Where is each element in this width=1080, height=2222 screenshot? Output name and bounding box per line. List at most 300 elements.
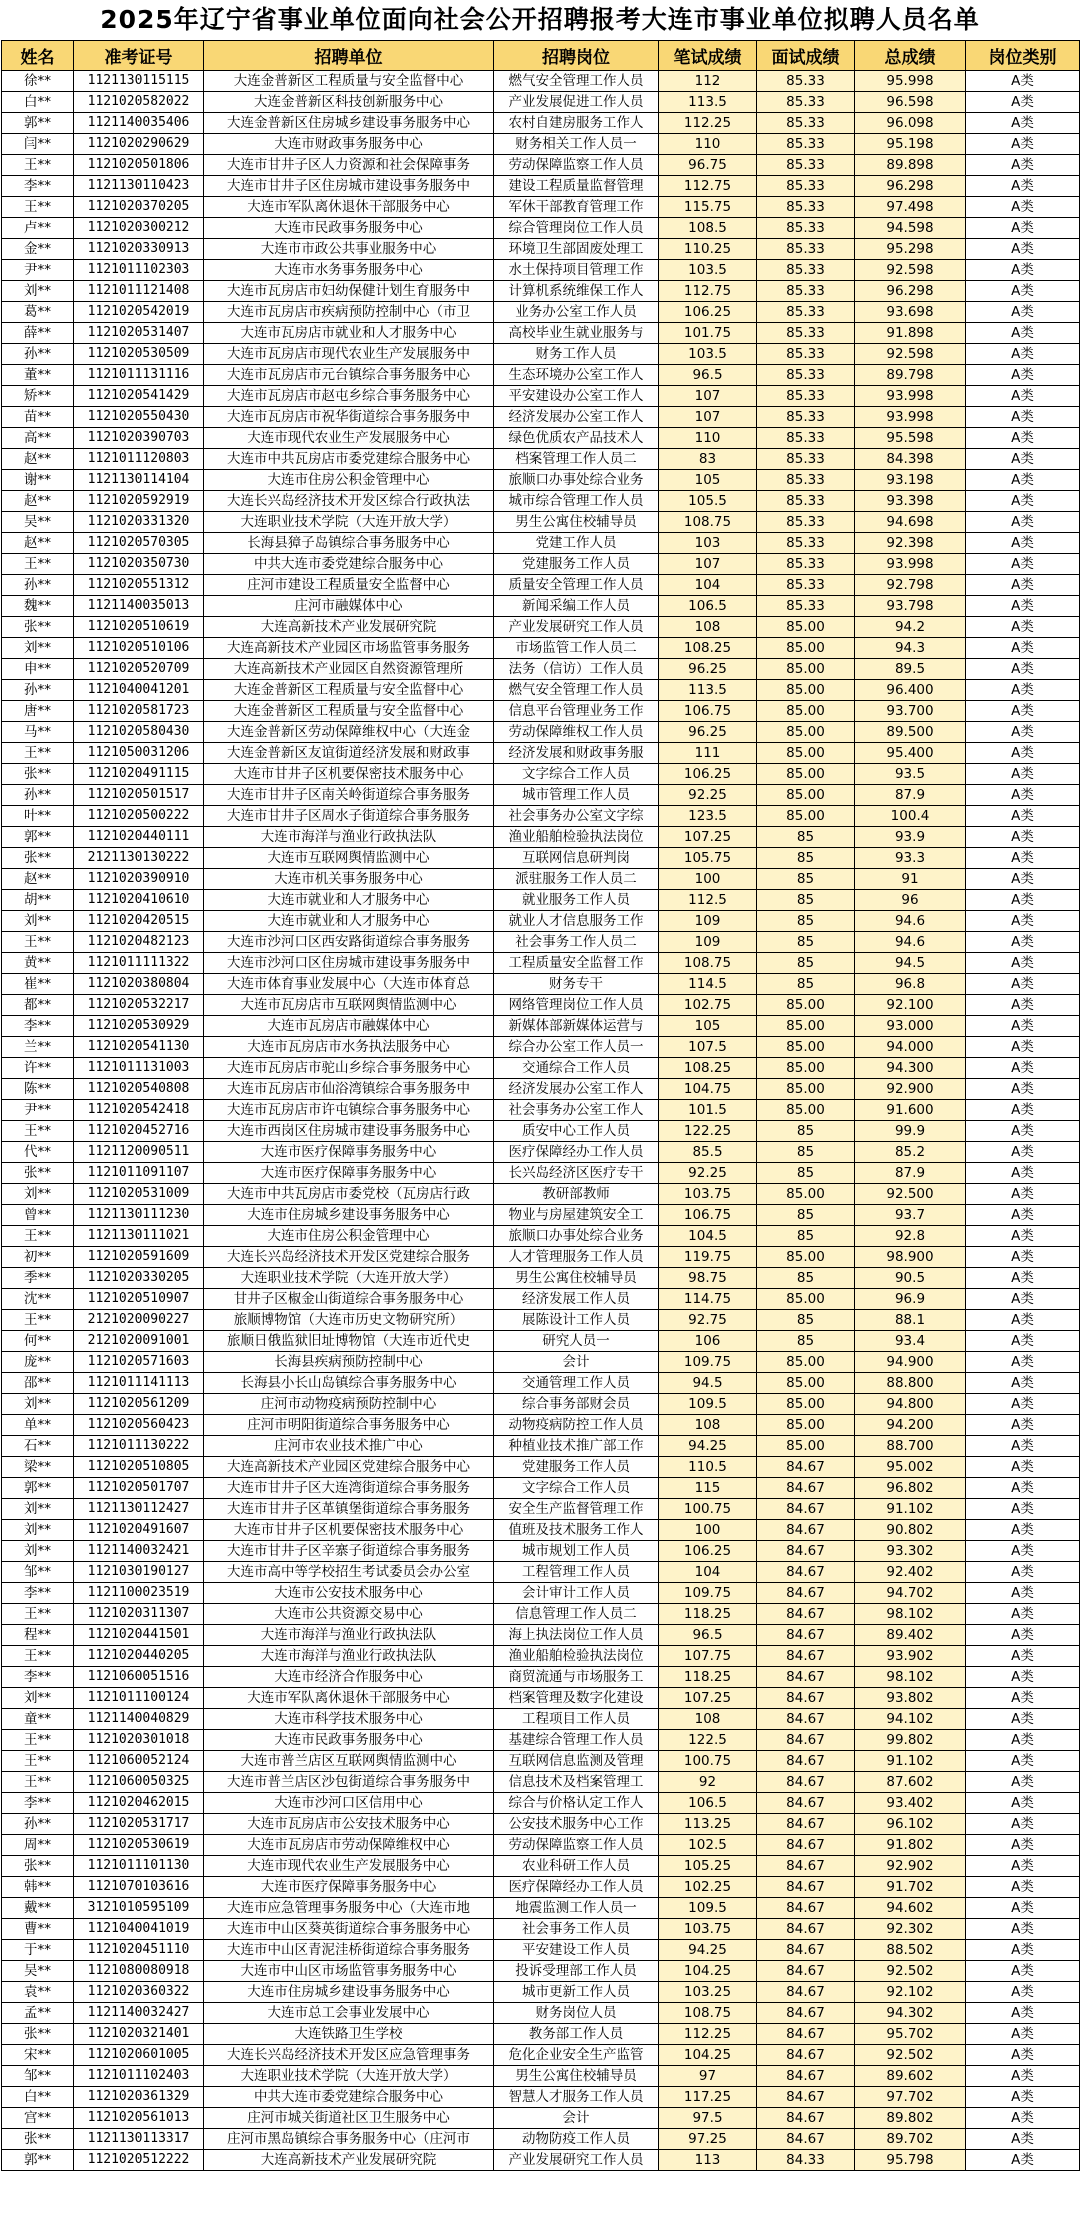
cell-position: 新闻采编工作人员 — [494, 596, 659, 617]
cell-interview-score: 84.67 — [757, 1499, 855, 1520]
cell-total-score: 93.7 — [855, 1205, 966, 1226]
cell-total-score: 89.798 — [855, 365, 966, 386]
cell-interview-score: 85.00 — [757, 785, 855, 806]
cell-exam-id: 1121020441501 — [74, 1625, 204, 1646]
cell-exam-id: 1121020321401 — [74, 2024, 204, 2045]
cell-name: 尹** — [2, 260, 74, 281]
cell-name: 马** — [2, 722, 74, 743]
cell-interview-score: 85.33 — [757, 575, 855, 596]
table-row — [2, 1667, 1080, 1688]
cell-category: A类 — [966, 428, 1080, 449]
cell-exam-id: 1121011102403 — [74, 2066, 204, 2087]
cell-written-score: 106.75 — [659, 701, 757, 722]
cell-name: 许** — [2, 1058, 74, 1079]
cell-total-score: 94.6 — [855, 911, 966, 932]
cell-total-score: 95.002 — [855, 1457, 966, 1478]
table-row — [2, 827, 1080, 848]
cell-exam-id: 1121020361329 — [74, 2087, 204, 2108]
cell-exam-id: 1121070103616 — [74, 1877, 204, 1898]
cell-interview-score: 85 — [757, 1310, 855, 1331]
cell-interview-score: 85.00 — [757, 701, 855, 722]
cell-category: A类 — [966, 1184, 1080, 1205]
cell-written-score: 101.75 — [659, 323, 757, 344]
cell-interview-score: 84.67 — [757, 1646, 855, 1667]
cell-category: A类 — [966, 869, 1080, 890]
cell-name: 孙** — [2, 785, 74, 806]
cell-category: A类 — [966, 974, 1080, 995]
cell-name: 曹** — [2, 1919, 74, 1940]
cell-exam-id: 1121120090511 — [74, 1142, 204, 1163]
cell-name: 崔** — [2, 974, 74, 995]
header-name: 姓名 — [2, 41, 74, 71]
cell-name: 孙** — [2, 680, 74, 701]
cell-exam-id: 1121130111021 — [74, 1226, 204, 1247]
cell-total-score: 95.998 — [855, 71, 966, 92]
cell-category: A类 — [966, 470, 1080, 491]
cell-category: A类 — [966, 449, 1080, 470]
cell-total-score: 96.802 — [855, 1478, 966, 1499]
cell-exam-id: 1121020420515 — [74, 911, 204, 932]
cell-interview-score: 85.33 — [757, 323, 855, 344]
cell-unit: 大连市机关事务服务中心 — [204, 869, 494, 890]
cell-name: 何** — [2, 1331, 74, 1352]
cell-total-score: 98.102 — [855, 1667, 966, 1688]
cell-unit: 庄河市城关街道社区卫生服务中心 — [204, 2108, 494, 2129]
cell-exam-id: 1121020551312 — [74, 575, 204, 596]
cell-written-score: 112.75 — [659, 281, 757, 302]
cell-name: 季** — [2, 1268, 74, 1289]
cell-category: A类 — [966, 1667, 1080, 1688]
cell-category: A类 — [966, 1310, 1080, 1331]
cell-position: 城市规划工作人员 — [494, 1541, 659, 1562]
cell-position: 投诉受理部工作人员 — [494, 1961, 659, 1982]
cell-category: A类 — [966, 239, 1080, 260]
cell-unit: 大连铁路卫生学校 — [204, 2024, 494, 2045]
cell-written-score: 92 — [659, 1772, 757, 1793]
cell-interview-score: 84.67 — [757, 2108, 855, 2129]
cell-category: A类 — [966, 1121, 1080, 1142]
cell-name: 申** — [2, 659, 74, 680]
cell-interview-score: 85.33 — [757, 260, 855, 281]
cell-exam-id: 1121020571603 — [74, 1352, 204, 1373]
cell-unit: 大连市瓦房店市公安技术服务中心 — [204, 1814, 494, 1835]
cell-total-score: 89.602 — [855, 2066, 966, 2087]
cell-name: 薛** — [2, 323, 74, 344]
cell-exam-id: 1121020561013 — [74, 2108, 204, 2129]
cell-total-score: 92.502 — [855, 2045, 966, 2066]
cell-position: 危化企业安全生产监管 — [494, 2045, 659, 2066]
cell-category: A类 — [966, 1142, 1080, 1163]
table-row — [2, 1541, 1080, 1562]
cell-exam-id: 1121140040829 — [74, 1709, 204, 1730]
cell-category: A类 — [966, 554, 1080, 575]
cell-name: 邹** — [2, 1562, 74, 1583]
cell-exam-id: 1121020501517 — [74, 785, 204, 806]
cell-total-score: 96.102 — [855, 1814, 966, 1835]
cell-written-score: 107.5 — [659, 1037, 757, 1058]
cell-written-score: 113.5 — [659, 680, 757, 701]
cell-position: 互联网信息监测及管理 — [494, 1751, 659, 1772]
table-row — [2, 1709, 1080, 1730]
cell-name: 于** — [2, 1940, 74, 1961]
cell-exam-id: 1121060051516 — [74, 1667, 204, 1688]
cell-interview-score: 84.67 — [757, 2066, 855, 2087]
cell-name: 王** — [2, 743, 74, 764]
cell-exam-id: 1121020370205 — [74, 197, 204, 218]
cell-written-score: 110 — [659, 428, 757, 449]
cell-written-score: 113 — [659, 2150, 757, 2171]
table-row — [2, 911, 1080, 932]
cell-total-score: 93.802 — [855, 1688, 966, 1709]
cell-written-score: 102.75 — [659, 995, 757, 1016]
cell-unit: 大连市军队离休退休干部服务中心 — [204, 197, 494, 218]
cell-exam-id: 2121020090227 — [74, 1310, 204, 1331]
cell-position: 教研部教师 — [494, 1184, 659, 1205]
table-row — [2, 1415, 1080, 1436]
cell-category: A类 — [966, 596, 1080, 617]
cell-unit: 大连市瓦房店市劳动保障维权中心 — [204, 1835, 494, 1856]
cell-written-score: 107 — [659, 554, 757, 575]
cell-interview-score: 85.33 — [757, 449, 855, 470]
cell-position: 人才管理服务工作人员 — [494, 1247, 659, 1268]
cell-name: 黄** — [2, 953, 74, 974]
cell-total-score: 93.3 — [855, 848, 966, 869]
cell-unit: 大连金普新区友谊街道经济发展和财政事 — [204, 743, 494, 764]
table-row — [2, 1226, 1080, 1247]
cell-position: 海上执法岗位工作人员 — [494, 1625, 659, 1646]
cell-category: A类 — [966, 911, 1080, 932]
cell-exam-id: 1121020510106 — [74, 638, 204, 659]
cell-unit: 中共大连市委党建综合服务中心 — [204, 2087, 494, 2108]
table-row — [2, 806, 1080, 827]
cell-total-score: 93.198 — [855, 470, 966, 491]
cell-total-score: 92.598 — [855, 260, 966, 281]
cell-total-score: 89.402 — [855, 1625, 966, 1646]
cell-position: 经济发展办公室工作人 — [494, 407, 659, 428]
cell-exam-id: 1121011121408 — [74, 281, 204, 302]
cell-exam-id: 1121020510805 — [74, 1457, 204, 1478]
cell-interview-score: 85.00 — [757, 617, 855, 638]
cell-unit: 大连市甘井子区人力资源和社会保障事务 — [204, 155, 494, 176]
cell-category: A类 — [966, 1919, 1080, 1940]
cell-interview-score: 85.00 — [757, 659, 855, 680]
cell-category: A类 — [966, 1436, 1080, 1457]
cell-position: 综合事务部财会员 — [494, 1394, 659, 1415]
table-row — [2, 953, 1080, 974]
cell-interview-score: 84.67 — [757, 1919, 855, 1940]
cell-interview-score: 84.67 — [757, 2129, 855, 2150]
cell-position: 工程项目工作人员 — [494, 1709, 659, 1730]
cell-interview-score: 85.00 — [757, 1037, 855, 1058]
cell-exam-id: 1121020520709 — [74, 659, 204, 680]
cell-unit: 大连市瓦房店市融媒体中心 — [204, 1016, 494, 1037]
cell-position: 医疗保障经办工作人员 — [494, 1142, 659, 1163]
cell-name: 刘** — [2, 1688, 74, 1709]
cell-position: 财务专干 — [494, 974, 659, 995]
cell-name: 王** — [2, 1730, 74, 1751]
cell-exam-id: 1121130113317 — [74, 2129, 204, 2150]
cell-category: A类 — [966, 1835, 1080, 1856]
cell-category: A类 — [966, 2150, 1080, 2171]
cell-interview-score: 85 — [757, 911, 855, 932]
cell-category: A类 — [966, 92, 1080, 113]
cell-written-score: 104.5 — [659, 1226, 757, 1247]
cell-position: 网络管理岗位工作人员 — [494, 995, 659, 1016]
cell-unit: 大连市民政事务服务中心 — [204, 218, 494, 239]
cell-exam-id: 1121020532217 — [74, 995, 204, 1016]
cell-name: 兰** — [2, 1037, 74, 1058]
table-row — [2, 701, 1080, 722]
cell-name: 王** — [2, 1310, 74, 1331]
cell-written-score: 102.5 — [659, 1835, 757, 1856]
cell-position: 工程管理工作人员 — [494, 1562, 659, 1583]
cell-position: 生态环境办公室工作人 — [494, 365, 659, 386]
cell-unit: 大连市体育事业发展中心（大连市体育总 — [204, 974, 494, 995]
cell-exam-id: 1121020350730 — [74, 554, 204, 575]
cell-position: 文字综合工作人员 — [494, 1478, 659, 1499]
cell-name: 赵** — [2, 491, 74, 512]
cell-exam-id: 1121020462015 — [74, 1793, 204, 1814]
table-row — [2, 995, 1080, 1016]
cell-position: 旅顺口办事处综合业务 — [494, 1226, 659, 1247]
cell-interview-score: 85 — [757, 890, 855, 911]
cell-written-score: 103.25 — [659, 1982, 757, 2003]
cell-total-score: 94.602 — [855, 1898, 966, 1919]
cell-written-score: 105.5 — [659, 491, 757, 512]
table-row — [2, 974, 1080, 995]
cell-total-score: 96.298 — [855, 176, 966, 197]
cell-interview-score: 84.67 — [757, 1877, 855, 1898]
cell-position: 互联网信息研判岗 — [494, 848, 659, 869]
cell-unit: 大连市甘井子区革镇堡街道综合事务服务 — [204, 1499, 494, 1520]
cell-category: A类 — [966, 701, 1080, 722]
cell-name: 袁** — [2, 1982, 74, 2003]
header-position: 招聘岗位 — [494, 41, 659, 71]
cell-exam-id: 1121130110423 — [74, 176, 204, 197]
cell-name: 王** — [2, 932, 74, 953]
cell-unit: 大连市中山区青泥洼桥街道综合事务服务 — [204, 1940, 494, 1961]
cell-position: 男生公寓住校辅导员 — [494, 512, 659, 533]
cell-total-score: 94.3 — [855, 638, 966, 659]
cell-unit: 大连市军队离休退休干部服务中心 — [204, 1688, 494, 1709]
cell-interview-score: 84.33 — [757, 2150, 855, 2171]
cell-name: 郭** — [2, 1478, 74, 1499]
cell-category: A类 — [966, 953, 1080, 974]
cell-category: A类 — [966, 1016, 1080, 1037]
cell-unit: 大连市瓦房店市赵屯乡综合事务服务中心 — [204, 386, 494, 407]
table-row — [2, 302, 1080, 323]
cell-position: 渔业船舶检验执法岗位 — [494, 1646, 659, 1667]
cell-position: 派驻服务工作人员二 — [494, 869, 659, 890]
cell-total-score: 93.4 — [855, 1331, 966, 1352]
table-row — [2, 281, 1080, 302]
cell-category: A类 — [966, 218, 1080, 239]
cell-interview-score: 85 — [757, 869, 855, 890]
cell-position: 医疗保障经办工作人员 — [494, 1877, 659, 1898]
cell-category: A类 — [966, 2129, 1080, 2150]
cell-category: A类 — [966, 764, 1080, 785]
cell-position: 动物防疫工作人员 — [494, 2129, 659, 2150]
table-row — [2, 1289, 1080, 1310]
cell-interview-score: 85.00 — [757, 1247, 855, 1268]
cell-total-score: 93.998 — [855, 386, 966, 407]
cell-written-score: 96.5 — [659, 1625, 757, 1646]
cell-written-score: 109.5 — [659, 1898, 757, 1919]
cell-category: A类 — [966, 1499, 1080, 1520]
cell-position: 市场监管工作人员二 — [494, 638, 659, 659]
cell-unit: 大连市沙河口区西安路街道综合事务服务 — [204, 932, 494, 953]
cell-unit: 庄河市融媒体中心 — [204, 596, 494, 617]
cell-total-score: 94.6 — [855, 932, 966, 953]
cell-interview-score: 85.00 — [757, 680, 855, 701]
cell-name: 曾** — [2, 1205, 74, 1226]
cell-name: 代** — [2, 1142, 74, 1163]
table-row — [2, 1961, 1080, 1982]
cell-exam-id: 1121020530509 — [74, 344, 204, 365]
table-row — [2, 743, 1080, 764]
cell-position: 产业发展研究工作人员 — [494, 617, 659, 638]
cell-name: 王** — [2, 1772, 74, 1793]
table-row — [2, 1856, 1080, 1877]
cell-category: A类 — [966, 1289, 1080, 1310]
cell-name: 吴** — [2, 512, 74, 533]
cell-total-score: 96.9 — [855, 1289, 966, 1310]
cell-category: A类 — [966, 1373, 1080, 1394]
cell-unit: 大连市医疗保障事务服务中心 — [204, 1877, 494, 1898]
cell-interview-score: 85.33 — [757, 491, 855, 512]
cell-category: A类 — [966, 827, 1080, 848]
cell-unit: 大连市应急管理事务服务中心（大连市地 — [204, 1898, 494, 1919]
cell-category: A类 — [966, 995, 1080, 1016]
cell-written-score: 108 — [659, 1415, 757, 1436]
cell-position: 经济发展办公室工作人 — [494, 1079, 659, 1100]
cell-written-score: 110 — [659, 134, 757, 155]
cell-exam-id: 1121020541429 — [74, 386, 204, 407]
cell-unit: 旅顺日俄监狱旧址博物馆（大连市近代史 — [204, 1331, 494, 1352]
cell-category: A类 — [966, 2003, 1080, 2024]
cell-total-score: 96.8 — [855, 974, 966, 995]
cell-interview-score: 85.33 — [757, 92, 855, 113]
cell-unit: 中共大连市委党建综合服务中心 — [204, 554, 494, 575]
cell-category: A类 — [966, 1079, 1080, 1100]
cell-position: 质安中心工作人员 — [494, 1121, 659, 1142]
cell-interview-score: 85 — [757, 1163, 855, 1184]
cell-written-score: 107.75 — [659, 1646, 757, 1667]
cell-written-score: 97.25 — [659, 2129, 757, 2150]
cell-interview-score: 84.67 — [757, 2003, 855, 2024]
cell-position: 值班及技术服务工作人 — [494, 1520, 659, 1541]
cell-written-score: 117.25 — [659, 2087, 757, 2108]
cell-name: 王** — [2, 1646, 74, 1667]
cell-category: A类 — [966, 785, 1080, 806]
table-row — [2, 1646, 1080, 1667]
cell-interview-score: 84.67 — [757, 1856, 855, 1877]
cell-unit: 庄河市动物疫病预防控制中心 — [204, 1394, 494, 1415]
table-row — [2, 2129, 1080, 2150]
cell-category: A类 — [966, 1520, 1080, 1541]
cell-category: A类 — [966, 1100, 1080, 1121]
table-row — [2, 197, 1080, 218]
cell-position: 质量安全管理工作人员 — [494, 575, 659, 596]
cell-position: 党建服务工作人员 — [494, 1457, 659, 1478]
cell-interview-score: 84.67 — [757, 1541, 855, 1562]
cell-position: 信息管理工作人员二 — [494, 1604, 659, 1625]
table-row — [2, 1205, 1080, 1226]
cell-category: A类 — [966, 491, 1080, 512]
cell-total-score: 94.000 — [855, 1037, 966, 1058]
table-row — [2, 1604, 1080, 1625]
cell-interview-score: 85.33 — [757, 302, 855, 323]
cell-exam-id: 1121020530619 — [74, 1835, 204, 1856]
cell-position: 综合与价格认定工作人 — [494, 1793, 659, 1814]
cell-name: 刘** — [2, 1541, 74, 1562]
cell-position: 财务工作人员 — [494, 344, 659, 365]
cell-position: 社会事务办公室工作人 — [494, 1100, 659, 1121]
cell-total-score: 92.100 — [855, 995, 966, 1016]
cell-position: 劳动保障监察工作人员 — [494, 1835, 659, 1856]
cell-position: 综合办公室工作人员一 — [494, 1037, 659, 1058]
cell-position: 会计 — [494, 1352, 659, 1373]
cell-name: 魏** — [2, 596, 74, 617]
table-row — [2, 1919, 1080, 1940]
cell-unit: 长海县小长山岛镇综合事务服务中心 — [204, 1373, 494, 1394]
cell-exam-id: 1121020601005 — [74, 2045, 204, 2066]
cell-written-score: 106.75 — [659, 1205, 757, 1226]
cell-written-score: 85.5 — [659, 1142, 757, 1163]
cell-position: 党建工作人员 — [494, 533, 659, 554]
cell-written-score: 92.75 — [659, 1310, 757, 1331]
cell-total-score: 89.500 — [855, 722, 966, 743]
cell-exam-id: 1121020491607 — [74, 1520, 204, 1541]
table-row — [2, 1499, 1080, 1520]
table-row — [2, 470, 1080, 491]
cell-category: A类 — [966, 2087, 1080, 2108]
cell-unit: 大连高新技术产业园区自然资源管理所 — [204, 659, 494, 680]
cell-unit: 大连市现代农业生产发展服务中心 — [204, 1856, 494, 1877]
cell-category: A类 — [966, 1205, 1080, 1226]
cell-total-score: 93.000 — [855, 1016, 966, 1037]
cell-written-score: 108.5 — [659, 218, 757, 239]
cell-exam-id: 3121010595109 — [74, 1898, 204, 1919]
table-row — [2, 1625, 1080, 1646]
cell-name: 邹** — [2, 2066, 74, 2087]
cell-position: 城市更新工作人员 — [494, 1982, 659, 2003]
cell-total-score: 88.502 — [855, 1940, 966, 1961]
cell-position: 交通综合工作人员 — [494, 1058, 659, 1079]
cell-interview-score: 85.00 — [757, 764, 855, 785]
cell-written-score: 108 — [659, 617, 757, 638]
cell-interview-score: 85 — [757, 1142, 855, 1163]
cell-written-score: 108.75 — [659, 2003, 757, 2024]
cell-written-score: 96.75 — [659, 155, 757, 176]
cell-position: 财务相关工作人员一 — [494, 134, 659, 155]
cell-interview-score: 85 — [757, 1268, 855, 1289]
cell-unit: 大连市海洋与渔业行政执法队 — [204, 1646, 494, 1667]
cell-category: A类 — [966, 365, 1080, 386]
cell-written-score: 113.5 — [659, 92, 757, 113]
cell-unit: 大连长兴岛经济技术开发区党建综合服务 — [204, 1247, 494, 1268]
cell-total-score: 92.402 — [855, 1562, 966, 1583]
cell-interview-score: 85.33 — [757, 155, 855, 176]
cell-name: 唐** — [2, 701, 74, 722]
cell-category: A类 — [966, 344, 1080, 365]
cell-total-score: 92.798 — [855, 575, 966, 596]
cell-interview-score: 85.00 — [757, 1415, 855, 1436]
cell-exam-id: 1121100023519 — [74, 1583, 204, 1604]
table-row — [2, 533, 1080, 554]
cell-category: A类 — [966, 1772, 1080, 1793]
cell-position: 动物疫病防控工作人员 — [494, 1415, 659, 1436]
